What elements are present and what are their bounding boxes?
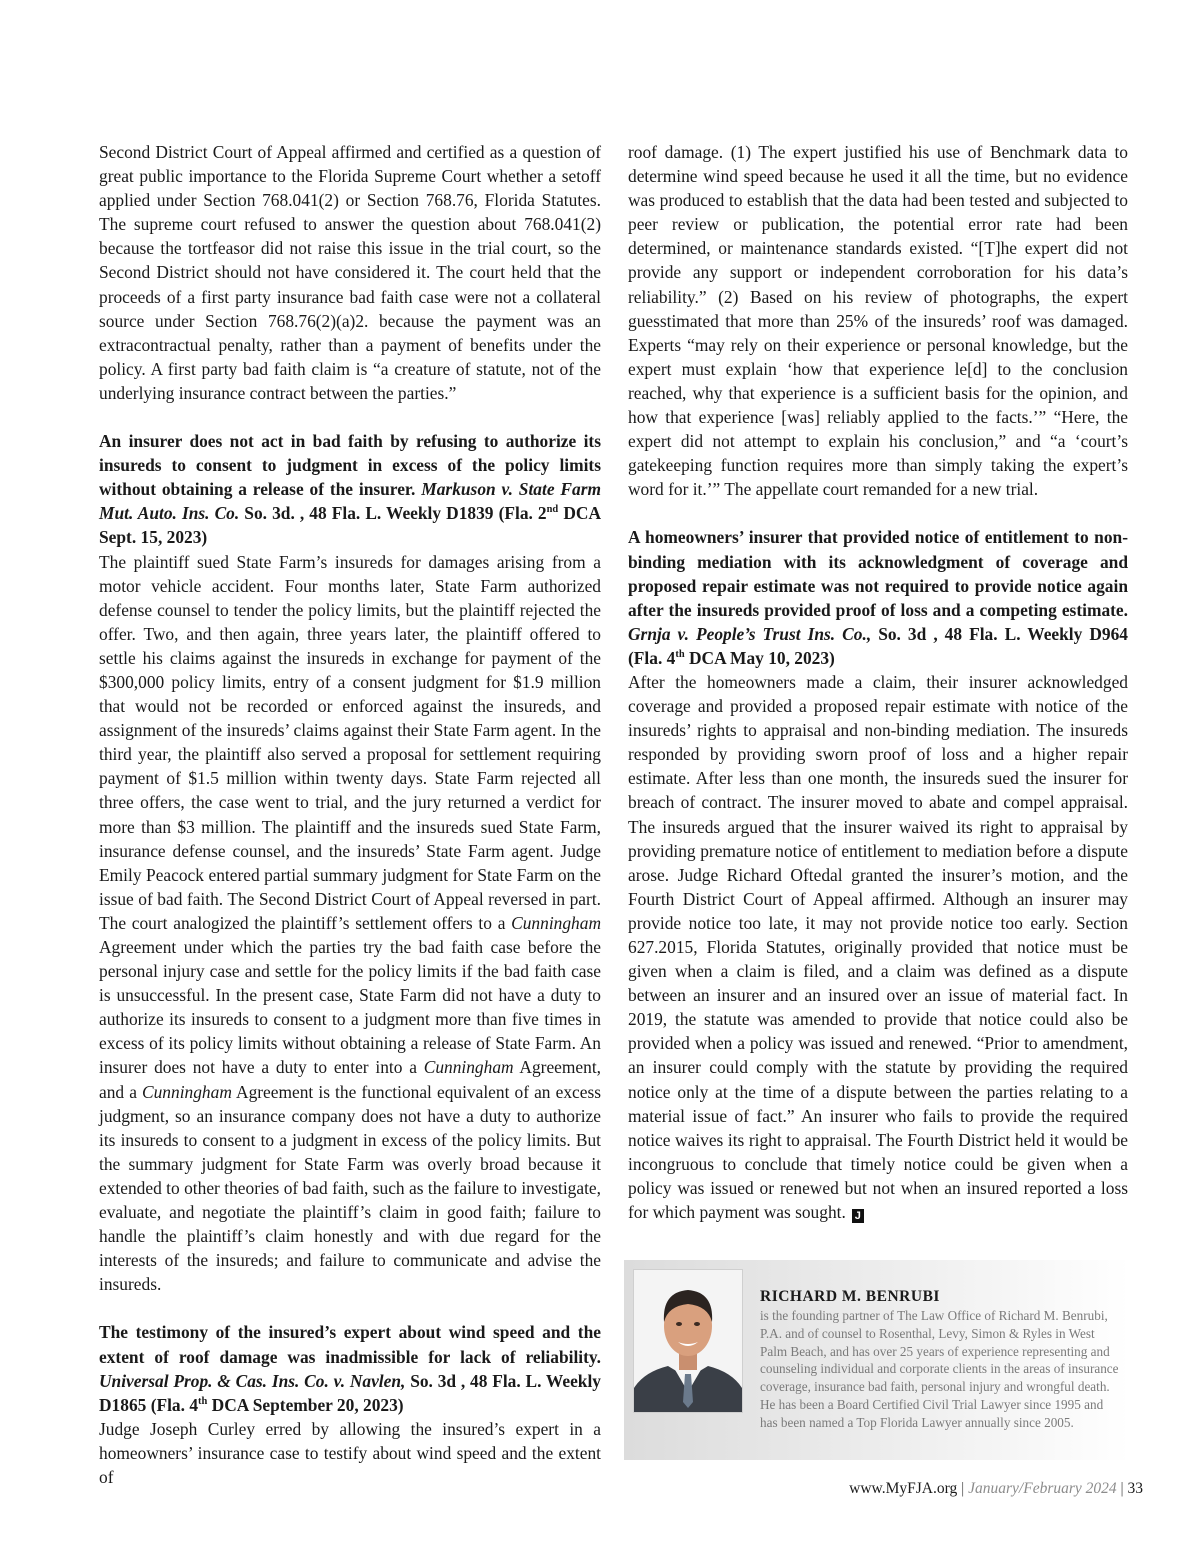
footer-separator: | bbox=[1120, 1480, 1124, 1497]
page-number: 33 bbox=[1127, 1480, 1143, 1497]
case-citation-end: DCA May 10, 2023) bbox=[684, 647, 835, 668]
case-heading bbox=[99, 1320, 601, 1416]
italic-term: Cunningham bbox=[142, 1081, 232, 1102]
case-body: Judge Joseph Curley erred by allowing the insured’s expert in a homeowners’ insurance case to testify about wind speed and the extent of bbox=[99, 1418, 601, 1487]
right-column bbox=[628, 140, 1128, 1224]
left-column bbox=[99, 140, 601, 1489]
ordinal-suffix: th bbox=[675, 649, 685, 661]
case-body bbox=[99, 550, 601, 1297]
footer-website: www.MyFJA.org bbox=[849, 1480, 958, 1497]
author-bio-box bbox=[624, 1260, 1130, 1460]
case-headline: The testimony of the insured’s expert about wind speed and the extent of roof damage was inadmissible for lack of reliability. bbox=[99, 1322, 601, 1367]
case-name: Universal Prop. & Cas. Ins. Co. v. Navlen, bbox=[99, 1370, 406, 1391]
case-heading bbox=[99, 429, 601, 549]
case-headline: An insurer does not act in bad faith by refusing to authorize its insureds to consent to judgment in excess of the policy limits without obtaining a release of the insurer. bbox=[99, 431, 601, 500]
end-mark-icon: J bbox=[852, 1209, 864, 1223]
case-citation: So. 3d. , 48 Fla. L. Weekly D1839 (Fla. 2 bbox=[239, 503, 547, 524]
italic-term: Cunningham bbox=[511, 912, 601, 933]
author-description: is the founding partner of The Law Office of Richard M. Benrubi, P.A. and of counsel to Rosenthal, Levy, Simon & Ryles in West Palm Beach, and has over 25 years of experience representing and counseling individual and corporate clients in the areas of insurance coverage, insurance bad faith, personal injury and wrongful death. He has been a Board Certified Civil Trial Lawyer since 1995 and has been named a Top Florida Lawyer annually since 2005. bbox=[760, 1308, 1119, 1430]
body-text: After the homeowners made a claim, their insurer acknowledged coverage and provided a proposed repair estimate with notice of the insureds’ rights to appraisal and non-binding mediation. The insureds responded by providing sworn proof of loss and a higher repair estimate. After less than one month, the insureds sued the insurer for breach of contract. The insurer moved to abate and compel appraisal. The insureds argued that the insurer waived its right to appraisal by providing premature notice of entitlement to mediation before a dispute arose. Judge Richard Oftedal granted the insurer’s motion, and the Fourth District Court of Appeal affirmed. Although an insurer may provide notice too late, it may not provide notice too early. Section 627.2015, Florida Statutes, originally provided that notice must be given when a claim is filed, and a claim was defined as a dispute between an insurer and an insured over an issue of material fact. In 2019, the statute was amended to provide that notice could also be provided when a policy was issued and renewed. “Prior to amendment, an insurer could comply with the statute by providing the required notice only at the time of a dispute between the parties relating to a material issue of fact.” An insurer who fails to provide the required notice waives its right to appraisal. The Fourth District held it would be incongruous to conclude that timely notice could be given when a policy was issued or renewed but not when an insured reported a loss for which payment was sought. bbox=[628, 671, 1128, 1223]
case-citation-end: DCA Sept. 15, 2023) bbox=[99, 503, 601, 548]
body-text: The plaintiff sued State Farm’s insureds for damages arising from a motor vehicle accident. Four months later, State Farm authorized defense counsel to tender the policy limits, but the plaintiff rejected the offer. Two, and then again, three years later, the plaintiff offered to settle his claims against the insureds in exchange for payment of the $300,000 policy limits, entry of a consent judgment for $1.9 million that would not be recorded or enforced against the insureds, and assignment of the insureds’ claims against their State Farm agent. In the third year, the plaintiff also served a proposal for settlement requiring payment of $1.5 million within twenty days. State Farm rejected all three offers, the case went to trial, and the jury returned a verdict for more than $3 million. The plaintiff and the insureds sued State Farm, insurance defense counsel, and the insureds’ State Farm agent. Judge Emily Peacock entered partial summary judgment for State Farm on the issue of bad faith. The Second District Court of Appeal reversed in part. The court analogized the plaintiff’s settlement offers to a bbox=[99, 551, 601, 933]
footer-issue: January/February 2024 bbox=[968, 1480, 1117, 1497]
case-citation-end: DCA September 20, 2023) bbox=[207, 1394, 404, 1415]
body-text: Agreement is the functional equivalent of an excess judgment, so an insurance company does not have a duty to authorize its insureds to consent to a judgment in excess of the policy limits. But the summary judgment for State Farm was overly broad because it extended to other theories of bad faith, such as the failure to investigate, evaluate, and negotiate the plaintiff’s claim in good faith; failure to handle the plaintiff’s claim honestly and with due regard for the interests of the insureds; and failure to communicate and advise the insureds. bbox=[99, 1081, 601, 1295]
ordinal-suffix: th bbox=[198, 1395, 208, 1407]
ordinal-suffix: nd bbox=[546, 504, 559, 516]
case-citation: So. 3d , 48 Fla. L. Weekly D964 (Fla. 4 bbox=[628, 623, 1129, 668]
author-photo bbox=[634, 1270, 742, 1412]
body-text: Agreement, and a bbox=[99, 1057, 602, 1102]
case-headline: A homeowners’ insurer that provided notice of entitlement to non-binding mediation with its acknowledgment of coverage and proposed repair estimate was not required to provide notice again after the insureds provided proof of loss and a competing estimate. bbox=[628, 527, 1128, 620]
page-footer bbox=[849, 1480, 1143, 1498]
italic-term: Cunningham bbox=[423, 1057, 514, 1078]
author-portrait-icon bbox=[634, 1270, 742, 1412]
author-name: RICHARD M. BENRUBI bbox=[760, 1288, 940, 1305]
paragraph: roof damage. (1) The expert justified his use of Benchmark data to determine wind speed because he used it all the time, but no evidence was produced to establish that the data had been tested and subjected to peer review or publication, the potential error rate had been determined, or maintenance standards existed. “[T]he expert did not provide any support or independent corroboration for his data’s reliability.” (2) Based on his review of photographs, the expert guesstimated that more than 25% of the insureds’ roof was damaged. Experts “may rely on their experience or personal knowledge, but the expert must explain ‘how that experience le[d] to the conclusion reached, why that experience is a sufficient basis for the opinion, and how that experience [was] reliably applied to the facts.’” “Here, the expert did not attempt to explain his conclusion,” and “a ‘court’s gatekeeping function requires more than simply taking the expert’s word for it.’” The appellate court remanded for a new trial. bbox=[628, 142, 1128, 500]
footer-separator: | bbox=[961, 1480, 965, 1497]
case-heading bbox=[628, 525, 1128, 670]
body-text: Agreement under which the parties try the bad faith case before the personal injury case and settle for the policy limits if the bad faith case is unsuccessful. In the present case, State Farm did not have a duty to authorize its insureds to consent to a judgment more than five times in excess of its policy limits without obtaining a release of State Farm. An insurer does not have a duty to enter into a bbox=[99, 937, 601, 1078]
author-bio-text bbox=[760, 1288, 1124, 1432]
case-citation: So. 3d , 48 Fla. L. Weekly D1865 (Fla. 4 bbox=[99, 1370, 601, 1415]
paragraph: Second District Court of Appeal affirmed and certified as a question of great public importance to the Florida Supreme Court whether a setoff applied under Section 768.041(2) or Section 768.76, Florida Statutes. The supreme court refused to answer the question about 768.041(2) because the tortfeasor did not raise this issue in the trial court, so the Second District should not have considered it. The court held that the proceeds of a first party insurance bad faith case were not a collateral source under Section 768.76(2)(a)2. because the payment was an extracontractual penalty, rather than a payment of benefits under the policy. A first party bad faith claim is “a creature of statute, not of the underlying insurance contract between the parties.” bbox=[99, 142, 601, 403]
case-body bbox=[628, 670, 1128, 1224]
case-name: Grnja v. People’s Trust Ins. Co., bbox=[628, 623, 872, 644]
case-name: Markuson v. State Farm Mut. Auto. Ins. Co. bbox=[99, 479, 601, 524]
